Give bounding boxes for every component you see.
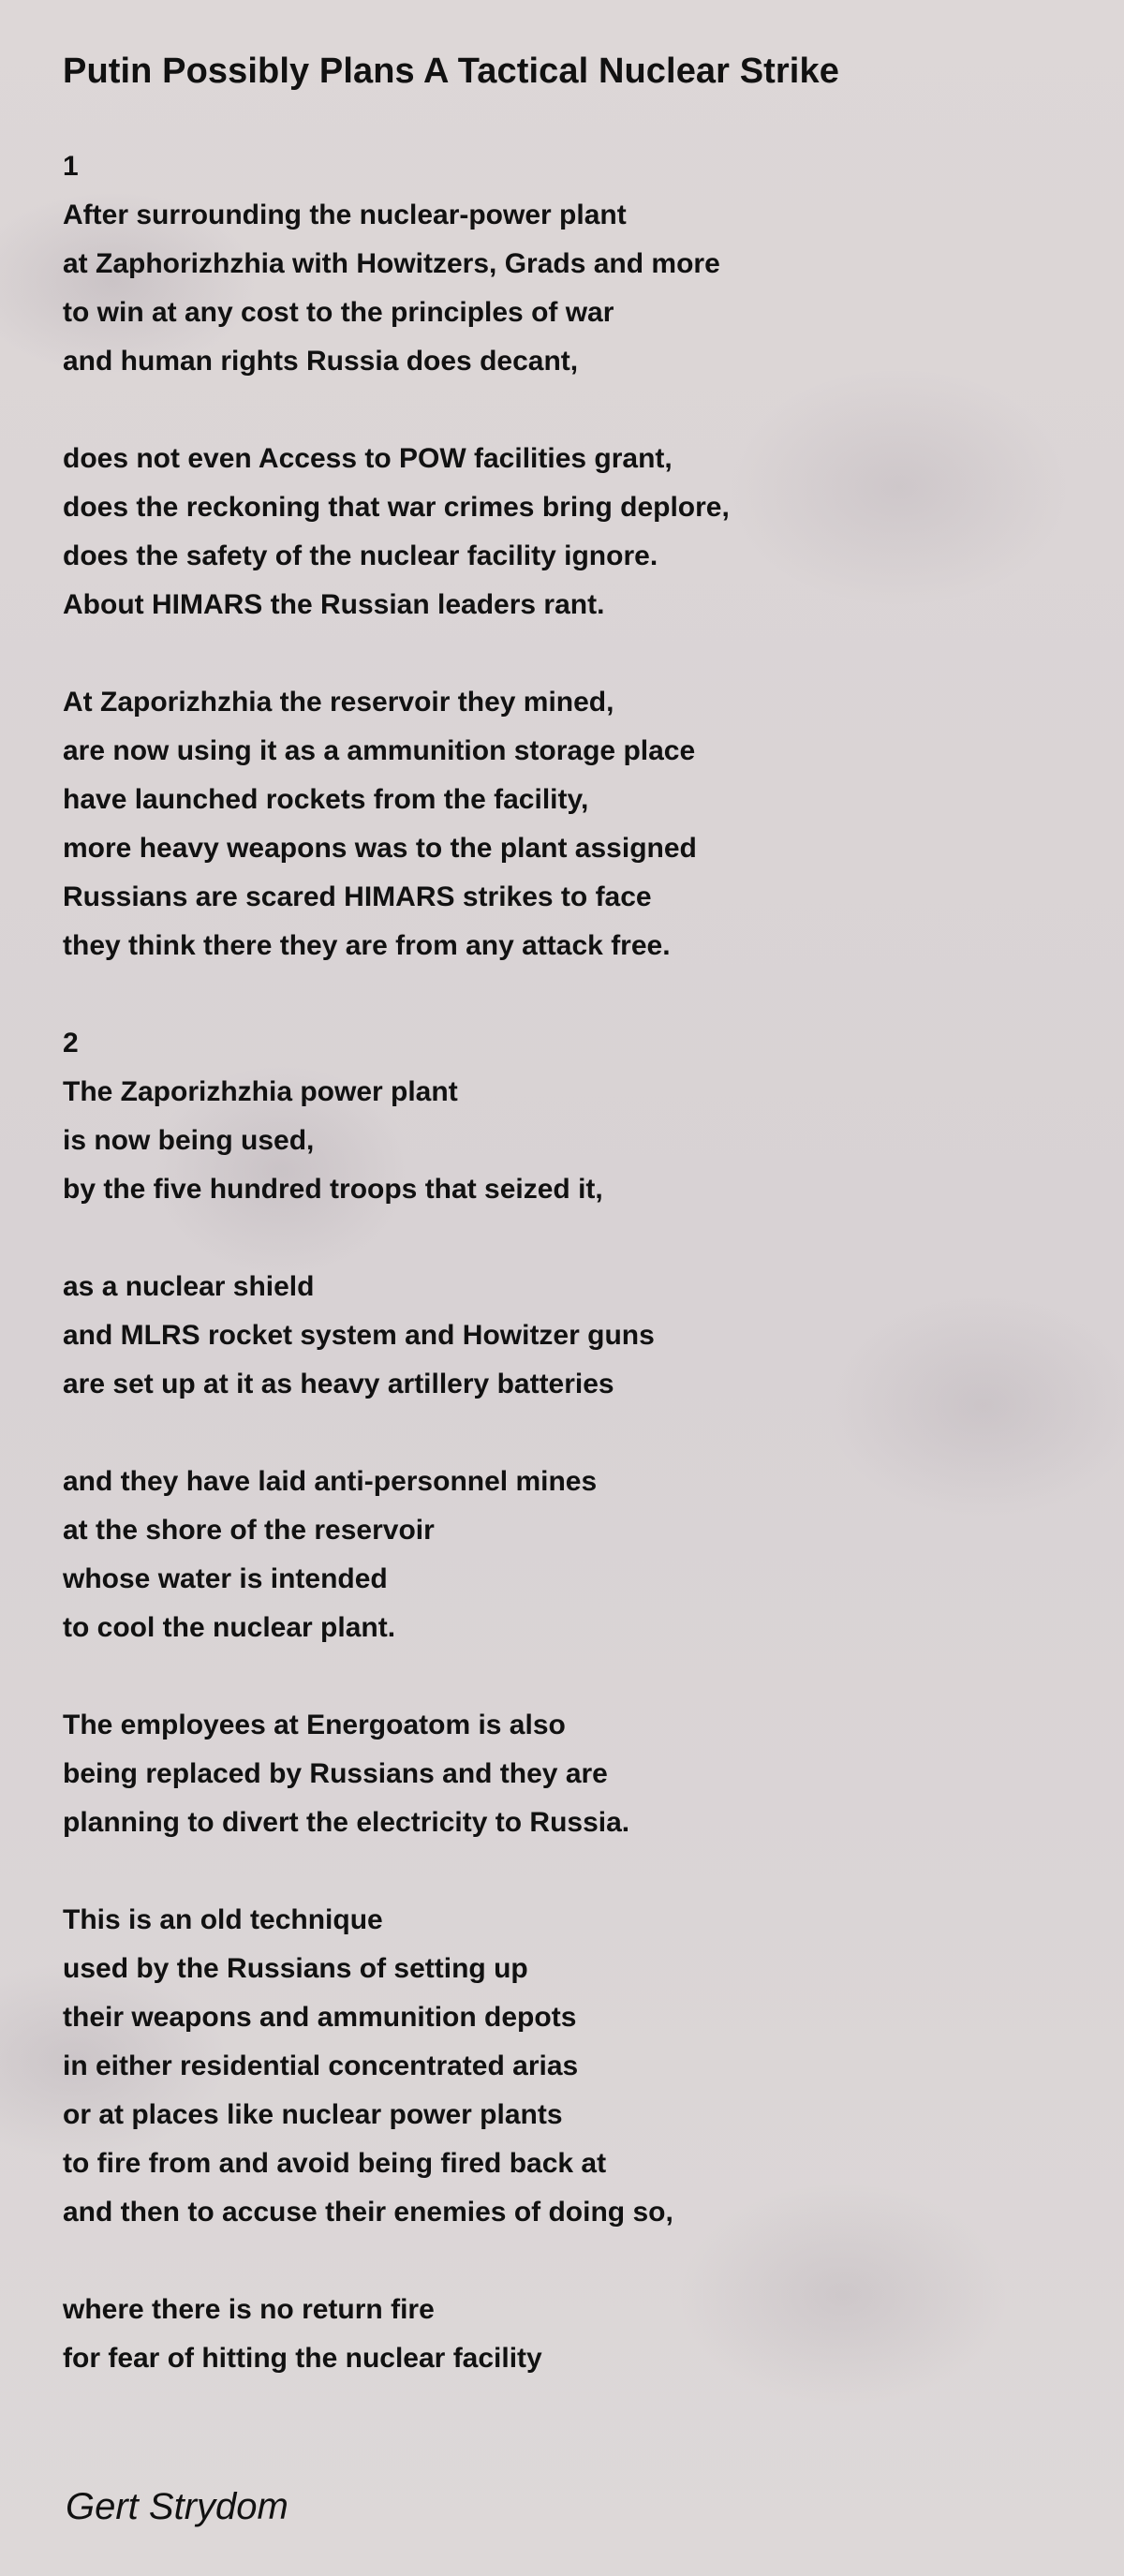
poem-line: at Zaphorizhzhia with Howitzers, Grads and more xyxy=(63,248,720,279)
poem-line: does the safety of the nuclear facility ignore. xyxy=(63,540,658,571)
poem-stanza xyxy=(63,142,1093,386)
poem-line: as a nuclear shield xyxy=(63,1271,315,1302)
poem-line: At Zaporizhzhia the reservoir they mined, xyxy=(63,687,614,718)
poem-line: they think there they are from any attack free. xyxy=(63,930,671,961)
poem-line: are set up at it as heavy artillery batteries xyxy=(63,1369,614,1399)
poem-line: About HIMARS the Russian leaders rant. xyxy=(63,589,605,620)
poem-line: at the shore of the reservoir xyxy=(63,1515,435,1546)
poem-line: does not even Access to POW facilities grant, xyxy=(63,443,673,474)
poem-line: used by the Russians of setting up xyxy=(63,1953,528,1984)
poem-line: and human rights Russia does decant, xyxy=(63,346,579,377)
poem-line: and then to accuse their enemies of doing so, xyxy=(63,2197,673,2228)
poem-stanza xyxy=(63,1896,1093,2237)
poem-line: 2 xyxy=(63,1028,79,1059)
poem-stanza xyxy=(63,678,1093,970)
poem-line: Russians are scared HIMARS strikes to face xyxy=(63,881,652,912)
poem-line: are now using it as a ammunition storage place xyxy=(63,735,696,766)
poem-stanza xyxy=(63,1263,1093,1409)
poem-line: their weapons and ammunition depots xyxy=(63,2002,577,2033)
poem-line: This is an old technique xyxy=(63,1904,383,1935)
poem-stanza xyxy=(63,435,1093,629)
poem-line: more heavy weapons was to the plant assigned xyxy=(63,833,697,864)
poem-line: in either residential concentrated arias xyxy=(63,2050,579,2081)
poem-line: where there is no return fire xyxy=(63,2294,435,2325)
poem-line: to cool the nuclear plant. xyxy=(63,1612,396,1643)
poem-line: or at places like nuclear power plants xyxy=(63,2099,563,2130)
poem-stanza xyxy=(63,1701,1093,1847)
poem-line: is now being used, xyxy=(63,1125,315,1156)
poem-line: whose water is intended xyxy=(63,1563,388,1594)
poem-stanza xyxy=(63,1019,1093,1214)
poem-line: being replaced by Russians and they are xyxy=(63,1758,608,1789)
poem-line: have launched rockets from the facility, xyxy=(63,784,589,815)
poem-line: by the five hundred troops that seized it, xyxy=(63,1174,603,1205)
poem-line: and they have laid anti-personnel mines xyxy=(63,1466,598,1497)
poem-body xyxy=(63,142,1093,2432)
poem-line: to win at any cost to the principles of war xyxy=(63,297,614,328)
poem-line: 1 xyxy=(63,151,79,182)
poem-title: Putin Possibly Plans A Tactical Nuclear Strike xyxy=(63,52,839,91)
poem-line: does the reckoning that war crimes bring deplore, xyxy=(63,492,730,523)
poem-line: planning to divert the electricity to Russia. xyxy=(63,1807,630,1838)
poem-line: to fire from and avoid being fired back at xyxy=(63,2148,607,2179)
poem-stanza xyxy=(63,1458,1093,1652)
poem-line: for fear of hitting the nuclear facility xyxy=(63,2343,542,2374)
poem-line: and MLRS rocket system and Howitzer guns xyxy=(63,1320,655,1351)
poem-stanza xyxy=(63,2286,1093,2383)
poem-line: The employees at Energoatom is also xyxy=(63,1710,566,1740)
poem-author: Gert Strydom xyxy=(66,2486,288,2527)
poem-line: The Zaporizhzhia power plant xyxy=(63,1076,458,1107)
poem-line: After surrounding the nuclear-power plant xyxy=(63,200,627,230)
